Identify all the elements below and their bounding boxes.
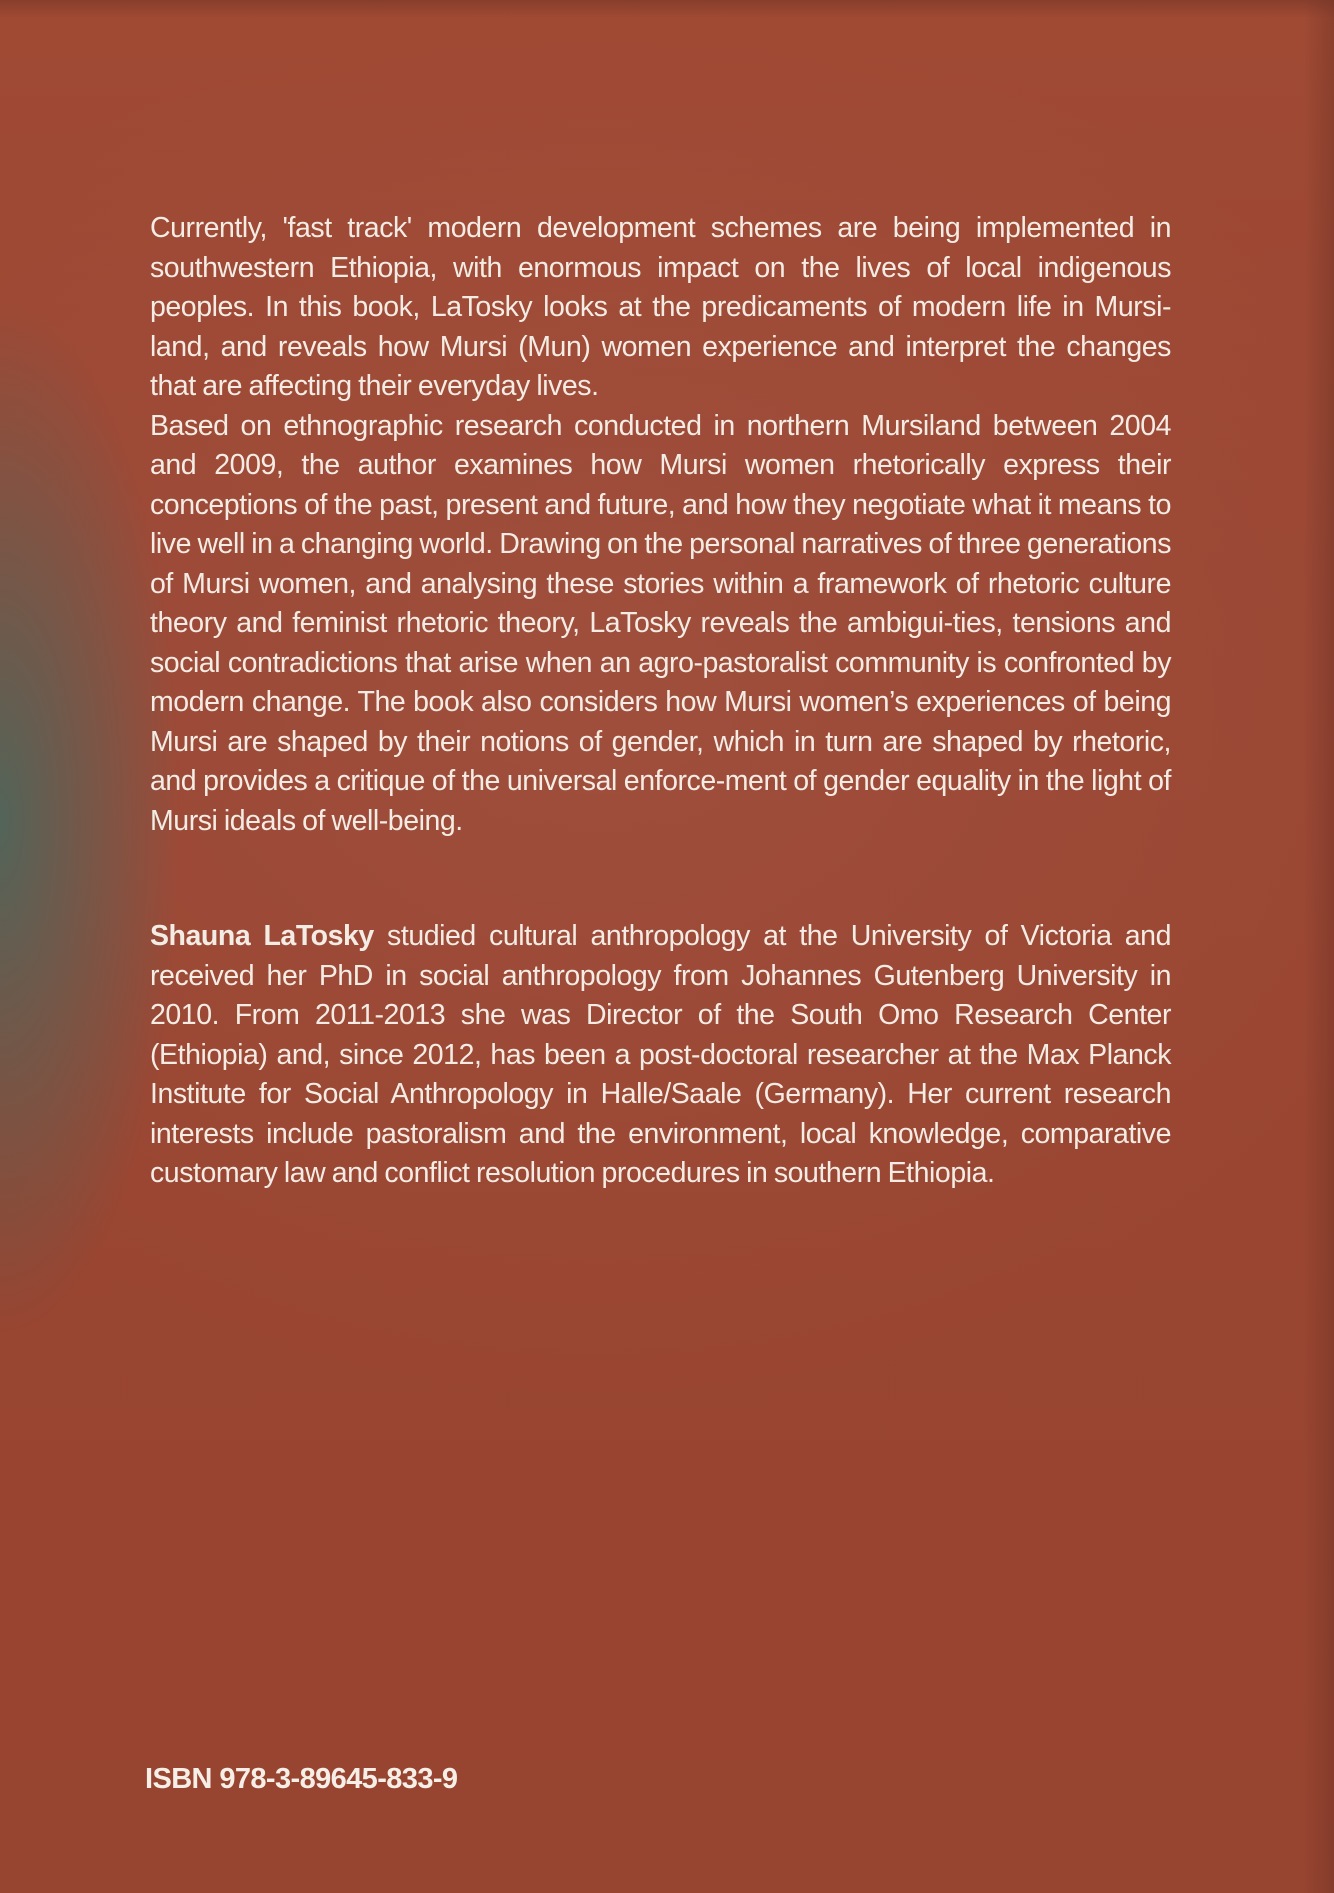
cover-right-shadow: [1304, 0, 1334, 1893]
isbn-number: ISBN 978-3-89645-833-9: [145, 1763, 458, 1795]
author-bio-paragraph: [150, 917, 1171, 1194]
author-bio-text: studied cultural anthropology at the University of Victoria and received her PhD in social anthropology from Johannes Gutenberg University in 2010. From 2011-2013 she was Director of the South Omo Research Center (Ethiopia) and, since 2012, has been a post-doctoral researcher at the Max Planck Institute for Social Anthropology in Halle/Saale (Germany). Her current research interests include pastoralism and the environment, local knowledge, comparative customary law and conflict resolution procedures in southern Ethiopia.: [150, 920, 1171, 1189]
author-name: Shauna LaTosky: [150, 920, 374, 952]
description-paragraph-1: Currently, 'fast track' modern development schemes are being implemented in southwestern Ethiopia, with enormous impact on the lives of local indigenous peoples. In this book, LaTosky looks at the predicaments of modern life in Mursi-land, and reveals how Mursi (Mun) women experience and interpret the changes that are affecting their everyday lives.: [150, 212, 1171, 402]
description-paragraph-2: Based on ethnographic research conducted in northern Mursiland between 2004 and 2009, the author examines how Mursi women rhetorically express their conceptions of the past, present and future, and how they negotiate what it means to live well in a changing world. Drawing on the personal narratives of three generations of Mursi women, and analysing these stories within a framework of rhetoric culture theory and feminist rhetoric theory, LaTosky reveals the ambigui-ties, tensions and social contradictions that arise when an agro-pastoralist community is confronted by modern change. The book also considers how Mursi women’s experiences of being Mursi are shaped by their notions of gender, which in turn are shaped by rhetoric, and provides a critique of the universal enforce-ment of gender equality in the light of Mursi ideals of well-being.: [150, 409, 1171, 837]
cover-top-shadow: [0, 0, 1334, 18]
author-bio: [150, 917, 1171, 1194]
book-description: [150, 209, 1171, 841]
